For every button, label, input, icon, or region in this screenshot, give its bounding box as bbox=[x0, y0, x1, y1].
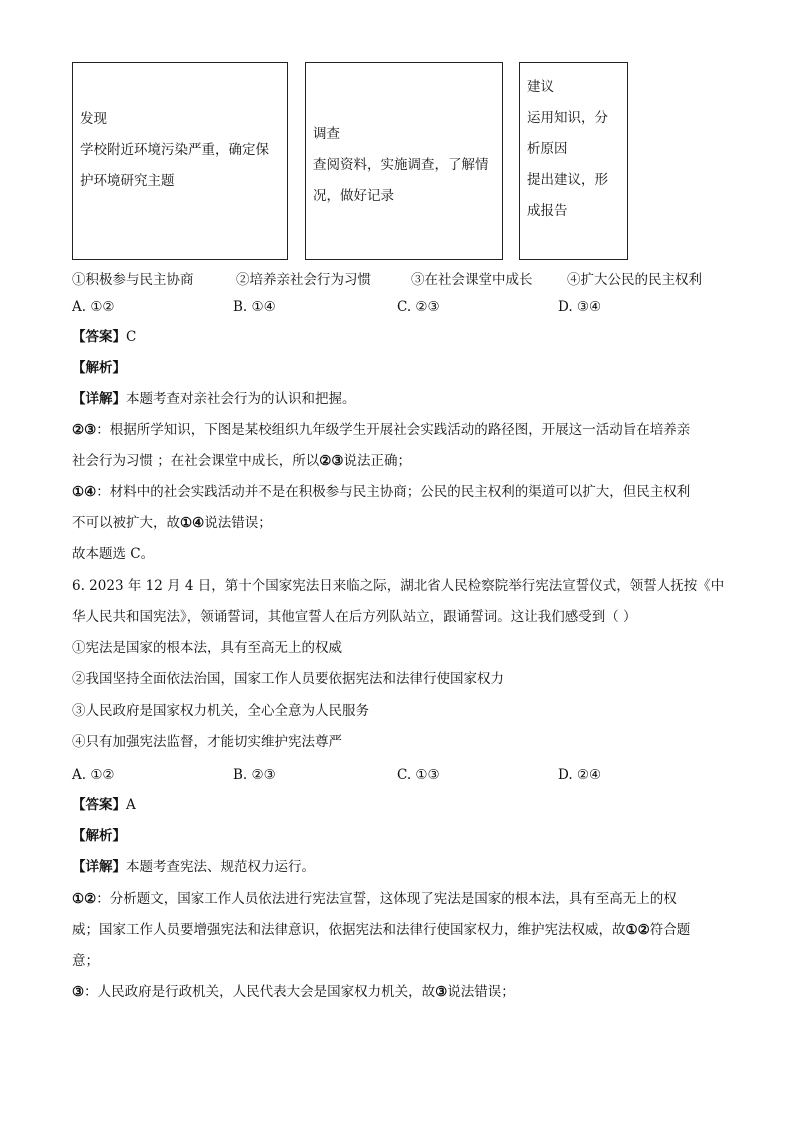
q5-answer-value: C bbox=[126, 329, 137, 345]
q6-para1-text-a: ：分析题文，国家工作人员依法进行宪法宣誓，这体现了宪法是国家的根本法，具有至高无上的权 bbox=[96, 891, 677, 907]
q6-statement-3: ③人民政府是国家权力机关，全心全意为人民服务 bbox=[72, 703, 369, 719]
suggest-line-3: 提出建议，形 bbox=[527, 172, 608, 188]
q6-detail-tag: 【详解】 bbox=[72, 859, 126, 875]
survey-line-1: 查阅资料，实施调查，了解情 bbox=[313, 157, 489, 173]
q6-option-a: A. ①② bbox=[72, 767, 115, 783]
q5-option-a: A. ①② bbox=[72, 299, 115, 315]
survey-line-2: 况，做好记录 bbox=[313, 188, 394, 204]
q5-detail bbox=[72, 393, 356, 407]
q5-para2-pre: 不可以被扩大，故 bbox=[72, 515, 180, 531]
q6-statement-1: ①宪法是国家的根本法，具有至高无上的权威 bbox=[72, 640, 342, 656]
q5-para1-key-2: ②③ bbox=[319, 453, 344, 469]
q6-para1-line3: 意； bbox=[72, 953, 99, 969]
survey-title: 调查 bbox=[313, 126, 340, 142]
q5-answer bbox=[72, 331, 136, 345]
q5-conclusion: 故本题选 C。 bbox=[72, 546, 155, 562]
q5-para1-post: 说法正确； bbox=[343, 453, 412, 469]
q5-analysis-tag: 【解析】 bbox=[72, 360, 126, 376]
q5-detail-text: 本题考查对亲社会行为的认识和把握。 bbox=[126, 391, 356, 407]
q6-answer-tag: 【答案】 bbox=[72, 797, 126, 813]
q6-statement-4: ④只有加强宪法监督，才能切实维护宪法尊严 bbox=[72, 734, 342, 750]
q5-para1-key: ②③ bbox=[72, 422, 97, 438]
discover-box bbox=[72, 62, 288, 260]
q5-para2-key-2: ①④ bbox=[180, 515, 205, 531]
q5-statement-2: ②培养亲社会行为习惯 bbox=[236, 272, 371, 288]
q6-para2-line1 bbox=[72, 986, 515, 1000]
q5-option-b: B. ①④ bbox=[233, 299, 276, 315]
q6-statement-2: ②我国坚持全面依法治国，国家工作人员要依据宪法和法律行使国家权力 bbox=[72, 671, 504, 687]
q6-option-b: B. ②③ bbox=[233, 767, 276, 783]
q5-para1-pre: 社会行为习惯 ；在社会课堂中成长，所以 bbox=[72, 453, 320, 469]
discover-title: 发现 bbox=[80, 111, 107, 127]
q5-option-d: D. ③④ bbox=[558, 299, 602, 315]
survey-box bbox=[305, 62, 503, 260]
q6-para1-key-2: ①② bbox=[625, 922, 650, 938]
q6-detail-text: 本题考查宪法、规范权力运行。 bbox=[126, 859, 315, 875]
q5-statement-4: ④扩大公民的民主权利 bbox=[567, 272, 702, 288]
q5-para2-post: 说法错误； bbox=[204, 515, 272, 531]
q5-answer-tag: 【答案】 bbox=[72, 329, 126, 345]
suggest-line-1: 运用知识，分 bbox=[527, 110, 608, 126]
q6-para2-post: 说法错误； bbox=[447, 984, 515, 1000]
q5-para2-key: ①④ bbox=[72, 484, 97, 500]
q5-para2-line2 bbox=[72, 517, 272, 531]
q5-para2-line1 bbox=[72, 486, 690, 500]
q5-para1-text-a: ：根据所学知识，下图是某校组织九年级学生开展社会实践活动的路径图，开展这一活动旨在培养亲 bbox=[96, 422, 691, 438]
q6-para2-key-2: ③ bbox=[435, 984, 448, 1000]
suggest-box bbox=[519, 62, 628, 260]
q6-para2-pre: ：人民政府是行政机关，人民代表大会是国家权力机关，故 bbox=[84, 984, 436, 1000]
suggest-line-4: 成报告 bbox=[527, 203, 568, 219]
q6-para1-line2 bbox=[72, 924, 690, 938]
q5-option-c: C. ②③ bbox=[397, 299, 440, 315]
q5-para1-line2 bbox=[72, 455, 411, 469]
suggest-title: 建议 bbox=[527, 79, 554, 95]
q6-para1-post: 符合题 bbox=[649, 922, 691, 938]
q6-para1-line1 bbox=[72, 893, 677, 907]
q5-para2-text-a: ：材料中的社会实践活动并不是在积极参与民主协商；公民的民主权利的渠道可以扩大，但民主权利 bbox=[96, 484, 691, 500]
q6-para2-key: ③ bbox=[72, 984, 85, 1000]
q5-statement-1: ①积极参与民主协商 bbox=[72, 272, 194, 288]
q6-option-d: D. ②④ bbox=[558, 767, 602, 783]
q5-para1-line1 bbox=[72, 424, 690, 438]
q6-answer-value: A bbox=[126, 797, 136, 813]
q5-detail-tag: 【详解】 bbox=[72, 391, 126, 407]
q6-para1-key: ①② bbox=[72, 891, 97, 907]
q6-answer bbox=[72, 799, 136, 813]
q6-stem-line1: 6. 2023 年 12 月 4 日，第十个国家宪法日来临之际，湖北省人民检察院举行宪法宣誓仪式，领誓人抚按《中 bbox=[72, 578, 725, 594]
q6-para1-pre: 威；国家工作人员要增强宪法和法律意识，依据宪法和法律行使国家权力，维护宪法权威，故 bbox=[72, 922, 626, 938]
q6-stem-line2: 华人民共和国宪法》，领诵誓词，其他宣誓人在后方列队站立，跟诵誓词。这让我们感受到（ ） bbox=[72, 609, 637, 625]
q6-option-c: C. ①③ bbox=[397, 767, 440, 783]
suggest-line-2: 析原因 bbox=[527, 141, 568, 157]
q5-statement-3: ③在社会课堂中成长 bbox=[411, 272, 533, 288]
q6-detail bbox=[72, 861, 315, 875]
discover-line-1: 学校附近环境污染严重，确定保 bbox=[80, 142, 269, 158]
discover-line-2: 护环境研究主题 bbox=[80, 173, 175, 189]
q6-analysis-tag: 【解析】 bbox=[72, 828, 126, 844]
